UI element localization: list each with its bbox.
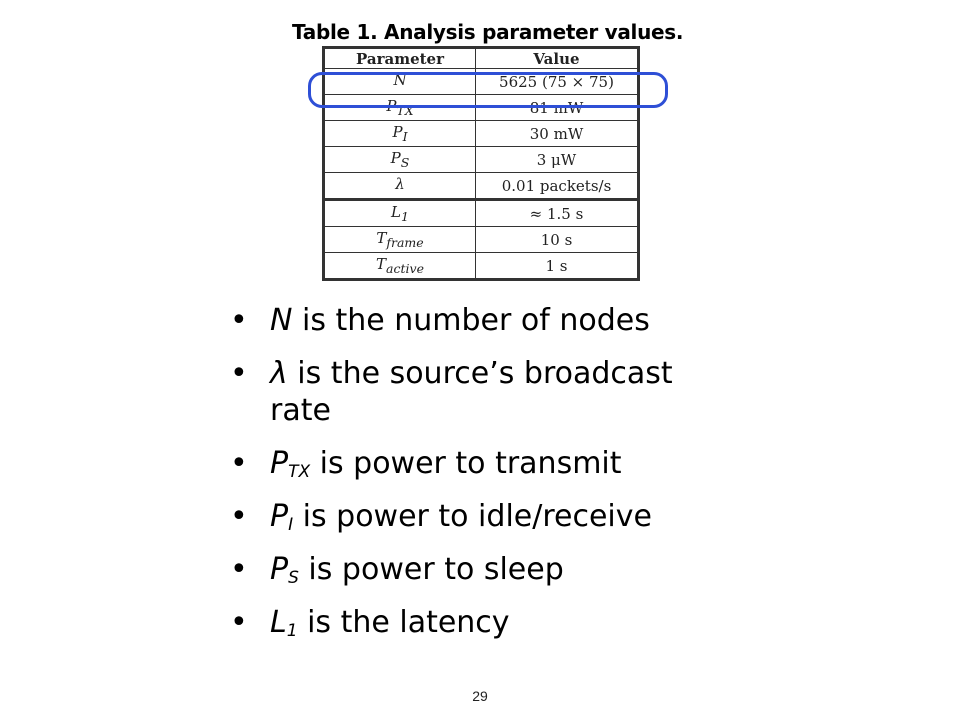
table-row [324,227,639,253]
param-symbol: P [386,97,397,115]
bullet-list [230,302,790,657]
table-row [324,173,639,200]
bullet-symbol-letter: P [270,446,289,481]
parameter-table-figure [280,18,684,298]
param-subscript: I [402,129,408,144]
bullet-symbol-subscript: I [288,515,294,535]
bullet-item [230,302,790,339]
bullet-symbol [270,605,298,640]
bullet-symbol [270,356,288,391]
bullet-symbol-letter: L [270,605,287,640]
bullet-dot-icon: • [230,446,248,481]
bullet-item [230,355,790,429]
param-symbol: P [392,123,403,141]
bullet-item [230,498,790,535]
bullet-text: is the source’s broadcast rate [270,356,673,428]
bullet-text: is power to sleep [298,552,564,587]
param-cell [324,253,476,280]
table-row [324,253,639,280]
bullet-text: is the number of nodes [292,303,650,338]
bullet-dot-icon: • [230,552,248,587]
value-cell: 10 s [476,227,639,253]
param-symbol: N [393,71,407,89]
highlight-oval [308,72,668,108]
bullet-symbol [270,552,299,587]
param-symbol: T [376,255,387,273]
param-cell [324,173,476,200]
value-cell: 81 mW [476,95,639,121]
value-cell: 0.01 packets/s [476,173,639,200]
bullet-symbol-letter: λ [270,356,288,391]
param-symbol: L [391,203,401,221]
param-cell [324,227,476,253]
param-subscript: active [386,261,424,276]
bullet-symbol-subscript: TX [288,462,311,482]
bullet-symbol-subscript: S [288,568,299,588]
param-cell [324,200,476,227]
bullet-symbol-letter: N [270,303,293,338]
table-caption: Table 1. Analysis parameter values. [292,20,684,44]
bullet-dot-icon: • [230,605,248,640]
param-subscript: 1 [401,209,409,224]
header-value: Value [476,48,639,69]
value-cell: 30 mW [476,121,639,147]
bullet-item [230,551,790,588]
param-subscript: TX [396,103,414,118]
param-symbol: λ [395,175,405,193]
value-cell: ≈ 1.5 s [476,200,639,227]
bullet-symbol-subscript: 1 [286,621,298,641]
param-subscript: frame [386,235,424,250]
slide-number: 29 [472,688,488,704]
bullet-text: is the latency [297,605,510,640]
bullet-dot-icon: • [230,499,248,534]
table-row [324,121,639,147]
param-symbol: T [376,229,387,247]
param-cell [324,121,476,147]
bullet-item [230,445,790,482]
param-subscript: S [400,155,410,170]
bullet-symbol [270,303,292,338]
param-cell [324,147,476,173]
bullet-text: is power to idle/receive [293,499,652,534]
bullet-dot-icon: • [230,356,248,391]
table-row [324,147,639,173]
bullet-symbol-letter: P [270,552,289,587]
value-cell: 1 s [476,253,639,280]
bullet-dot-icon: • [230,303,248,338]
value-cell: 5625 (75 × 75) [476,69,639,95]
table-row [324,200,639,227]
bullet-text: is power to transmit [310,446,622,481]
header-parameter: Parameter [324,48,476,69]
bullet-item [230,604,790,641]
bullet-symbol [270,499,293,534]
value-cell: 3 μW [476,147,639,173]
bullet-symbol [270,446,310,481]
bullet-symbol-letter: P [270,499,289,534]
param-symbol: P [390,149,401,167]
table-header-row [324,48,639,69]
